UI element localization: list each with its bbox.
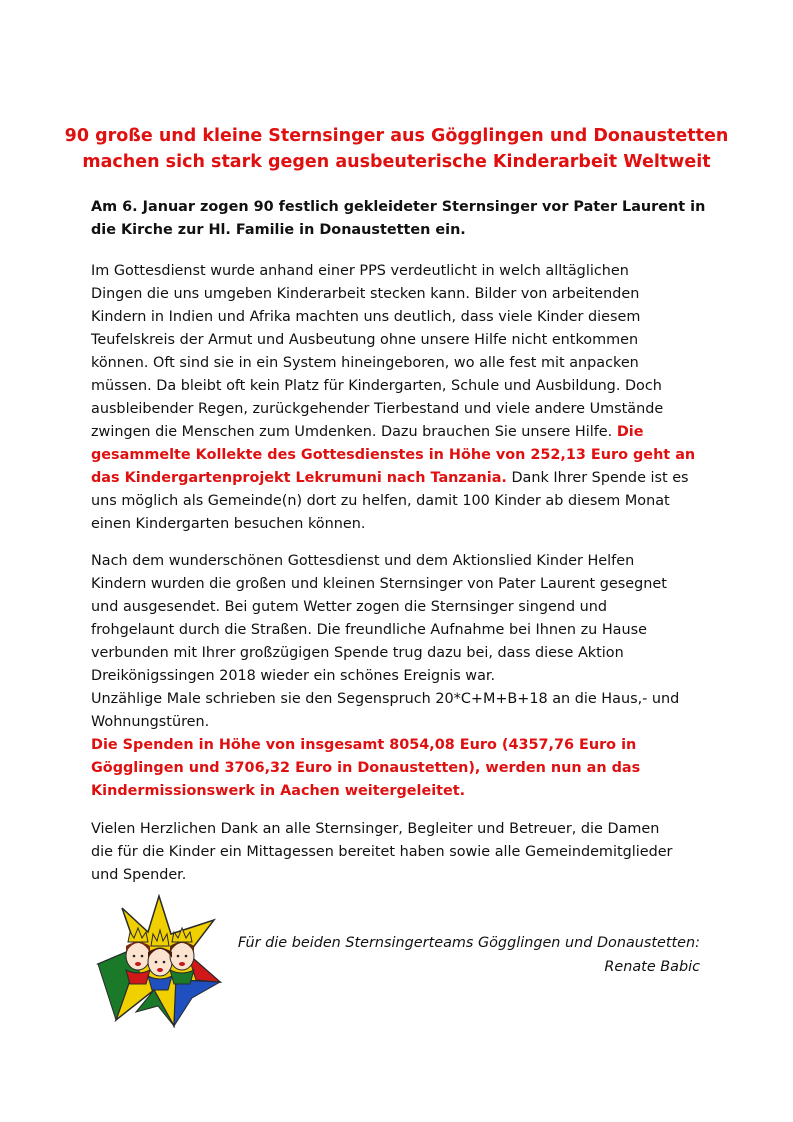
signature-name: Renate Babic (604, 959, 700, 975)
text-line (91, 467, 703, 490)
paragraph-gottesdienst (91, 260, 703, 536)
text-line: Unzählige Male schrieben sie den Segenspruch 20*C+M+B+18 an die Haus,- und (91, 691, 680, 707)
text-segment: Dank Ihrer Spende ist es (506, 470, 689, 486)
text-line: frohgelaunt durch die Straßen. Die freundliche Aufnahme bei Ihnen zu Hause (91, 622, 647, 638)
signature-line-1: Für die beiden Sternsingerteams Gögglingen und Donaustetten: (237, 935, 700, 951)
title-line-2: machen sich stark gegen ausbeuterische Kinderarbeit Weltweit (82, 152, 711, 172)
highlight-line: Gögglingen und 3706,32 Euro in Donaustetten), werden nun an das (91, 760, 641, 776)
lead-paragraph (91, 196, 706, 242)
highlight-text: das Kindergartenprojekt Lekrumuni nach Tanzania. (91, 470, 507, 486)
document-title (60, 123, 733, 175)
text-line: Wohnungstüren. (91, 714, 210, 730)
text-line: uns möglich als Gemeinde(n) dort zu helfen, damit 100 Kinder ab diesem Monat (91, 493, 670, 509)
lead-line-1: Am 6. Januar zogen 90 festlich gekleideter Sternsinger vor Pater Laurent in (91, 199, 706, 215)
paragraph-aussendung (91, 550, 703, 803)
text-line: Kindern wurden die großen und kleinen Sternsinger von Pater Laurent gesegnet (91, 576, 667, 592)
text-line: verbunden mit Ihrer großzügigen Spende trug dazu bei, dass diese Aktion (91, 645, 624, 661)
text-line: Vielen Herzlichen Dank an alle Sternsinger, Begleiter und Betreuer, die Damen (91, 821, 660, 837)
star-blue-segment (174, 980, 220, 1026)
signature-block (180, 931, 700, 979)
text-line: können. Oft sind sie in ein System hineingeboren, wo alle fest mit anpacken (91, 355, 639, 371)
highlight-line: Die Spenden in Höhe von insgesamt 8054,08 Euro (4357,76 Euro in (91, 737, 637, 753)
text-line (91, 421, 703, 444)
text-line: müssen. Da bleibt oft kein Platz für Kindergarten, Schule und Ausbildung. Doch (91, 378, 662, 394)
text-line: Nach dem wunderschönen Gottesdienst und dem Aktionslied Kinder Helfen (91, 553, 635, 569)
text-line: und ausgesendet. Bei gutem Wetter zogen die Sternsinger singend und (91, 599, 608, 615)
highlight-text: Die (616, 424, 644, 440)
highlight-line: Kindermissionswerk in Aachen weitergeleitet. (91, 783, 466, 799)
text-line: ausbleibender Regen, zurückgehender Tierbestand und viele andere Umstände (91, 401, 664, 417)
text-line: die für die Kinder ein Mittagessen bereitet haben sowie alle Gemeindemitglieder (91, 844, 673, 860)
highlight-line: gesammelte Kollekte des Gottesdienstes in Höhe von 252,13 Euro geht an (91, 447, 696, 463)
text-segment: zwingen die Menschen zum Umdenken. Dazu brauchen Sie unsere Hilfe. (91, 424, 617, 440)
paragraph-dank (91, 818, 703, 887)
text-line: Teufelskreis der Armut und Ausbeutung ohne unsere Hilfe nicht entkommen (91, 332, 639, 348)
text-line: Kindern in Indien und Afrika machten uns deutlich, dass viele Kinder diesem (91, 309, 641, 325)
text-line: einen Kindergarten besuchen können. (91, 516, 366, 532)
title-line-1: 90 große und kleine Sternsinger aus Gögglingen und Donaustetten (64, 126, 729, 146)
text-line: Dingen die uns umgeben Kinderarbeit stecken kann. Bilder von arbeitenden (91, 286, 640, 302)
text-line: und Spender. (91, 867, 187, 883)
lead-line-2: die Kirche zur Hl. Familie in Donaustetten ein. (91, 222, 466, 238)
text-line: Im Gottesdienst wurde anhand einer PPS verdeutlicht in welch alltäglichen (91, 263, 629, 279)
text-line: Dreikönigssingen 2018 wieder ein schönes Ereignis war. (91, 668, 496, 684)
